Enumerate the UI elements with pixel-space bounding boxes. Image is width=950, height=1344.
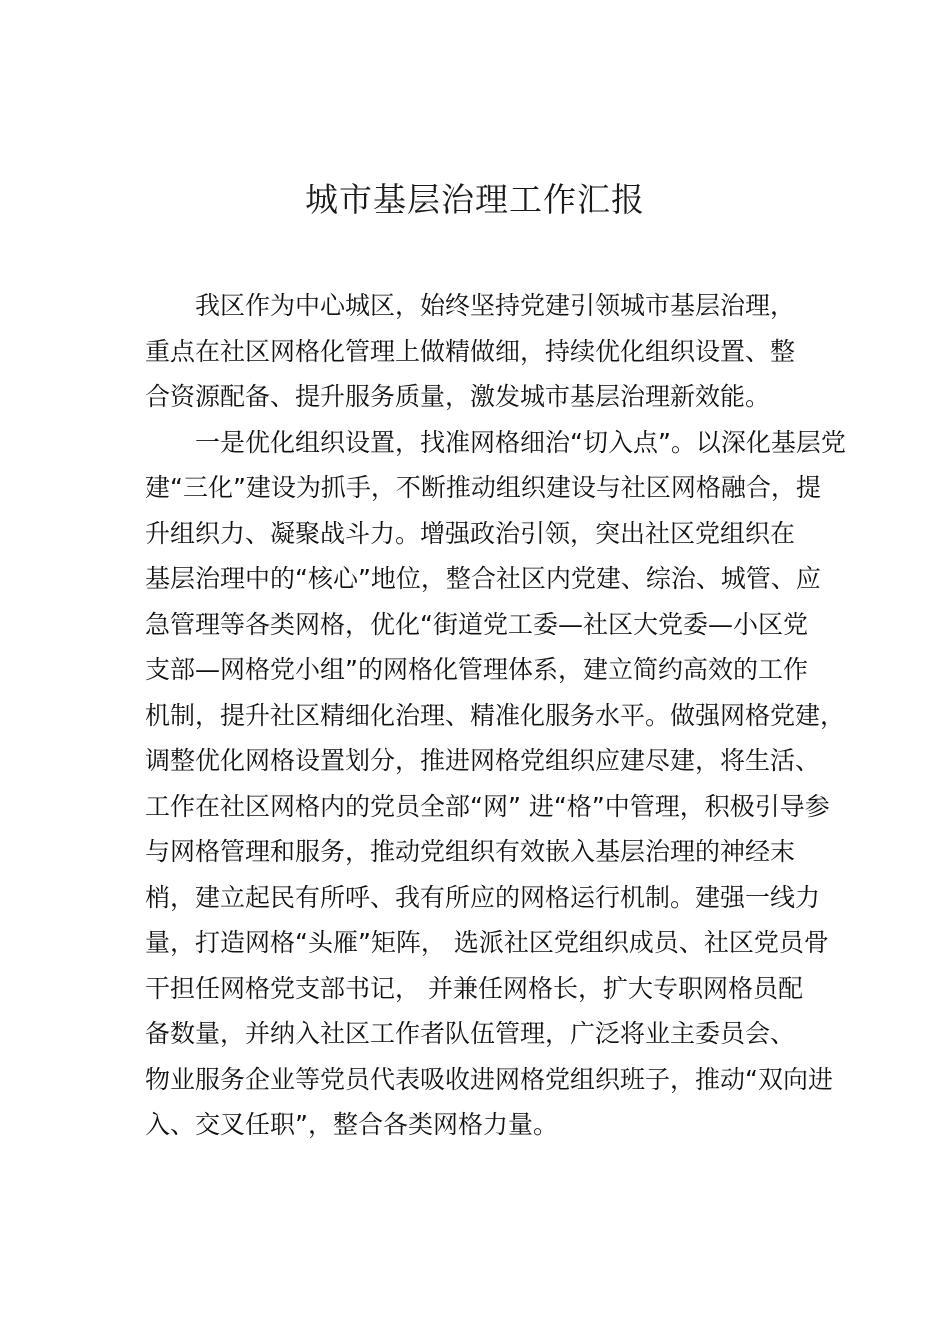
text-line: 工作在社区网格内的党员全部“网” 进“格”中管理，积极引导参 (145, 791, 830, 821)
text-line: 建“三化”建设为抓手，不断推动组织建设与社区网格融合，提 (145, 473, 821, 502)
text-line: 调整优化网格设置划分，推进网格党组织应建尽建，将生活、 (145, 746, 821, 775)
text-line: 急管理等各类网格，优化“街道党工委—社区大党委—小区党 (145, 609, 808, 639)
text-line: 机制，提升社区精细化治理、精准化服务水平。做强网格党建， (145, 700, 846, 730)
text-line: 入、交叉任职”，整合各类网格力量。 (145, 1110, 558, 1139)
text-line: 备数量，并纳入社区工作者队伍管理，广泛将业主委员会、 (145, 1019, 796, 1048)
document-title: 城市基层治理工作汇报 (305, 180, 645, 219)
text-line: 一是优化组织设置，找准网格细治“切入点”。以深化基层党 (195, 427, 846, 457)
text-line: 物业服务企业等党员代表吸收进网格党组织班子，推动“双向进 (145, 1064, 833, 1094)
text-line: 重点在社区网格化管理上做精做细，持续优化组织设置、整 (145, 336, 796, 366)
text-line: 量，打造网格“头雁”矩阵， 选派社区党组织成员、社区党员骨 (145, 928, 829, 957)
text-line: 干担任网格党支部书记， 并兼任网格长，扩大专职网格员配 (145, 973, 803, 1003)
text-line: 合资源配备、提升服务质量，激发城市基层治理新效能。 (145, 382, 771, 411)
document-body (145, 283, 846, 1148)
text-line: 升组织力、凝聚战斗力。增强政治引领，突出社区党组织在 (145, 518, 796, 548)
text-line: 梢，建立起民有所呼、我有所应的网格运行机制。建强一线力 (145, 882, 821, 912)
paragraph-intro (145, 283, 810, 420)
text-line: 与网格管理和服务，推动党组织有效嵌入基层治理的神经末 (145, 837, 796, 866)
text-line: 我区作为中心城区，始终坚持党建引领城市基层治理， (195, 291, 796, 320)
text-line: 支部—网格党小组”的网格化管理体系，建立简约高效的工作 (145, 655, 808, 684)
text-line: 基层治理中的“核心”地位，整合社区内党建、综治、城管、应 (145, 564, 821, 593)
paragraph-section-one (145, 420, 846, 1148)
